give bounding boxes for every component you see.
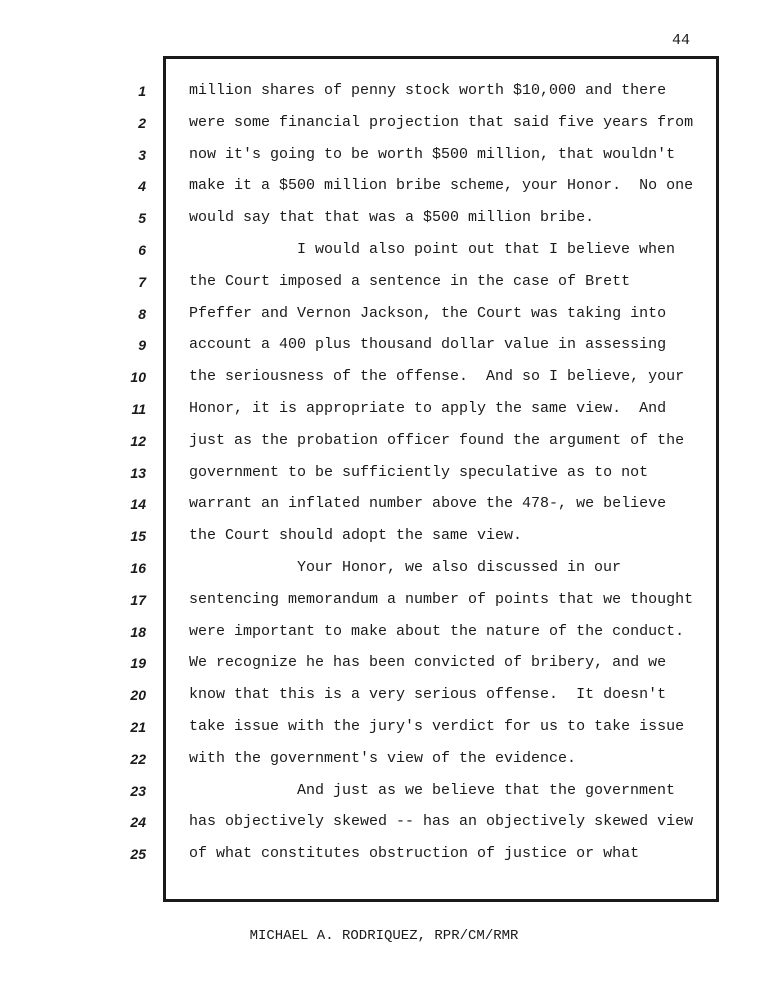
line-number: 3 — [138, 146, 146, 163]
transcript-line: has objectively skewed -- has an objectively skewed view — [189, 813, 694, 831]
transcript-line: We recognize he has been convicted of bribery, and we — [189, 654, 667, 672]
transcript-line: now it's going to be worth $500 million, that wouldn't — [189, 145, 676, 163]
transcript-line: I would also point out that I believe when — [297, 240, 676, 258]
line-number: 12 — [130, 432, 146, 449]
transcript-line: were some financial projection that said five years from — [189, 113, 694, 131]
transcript-line: Pfeffer and Vernon Jackson, the Court was taking into — [189, 304, 667, 322]
transcript-line: make it a $500 million bribe scheme, your Honor. No one — [189, 177, 694, 195]
transcript-line: Your Honor, we also discussed in our — [297, 558, 622, 576]
transcript-line: would say that that was a $500 million bribe. — [189, 209, 595, 227]
transcript-body — [189, 78, 714, 873]
transcript-line: Honor, it is appropriate to apply the same view. And — [189, 399, 667, 417]
transcript-line: sentencing memorandum a number of points that we thought — [189, 590, 694, 608]
line-number: 9 — [138, 337, 146, 354]
line-number: 8 — [138, 305, 146, 322]
line-number: 13 — [130, 464, 146, 481]
line-number: 15 — [130, 528, 146, 545]
transcript-line: with the government's view of the evidence. — [189, 749, 577, 767]
line-number: 14 — [130, 496, 146, 513]
line-number: 11 — [131, 400, 146, 417]
transcript-line: account a 400 plus thousand dollar value in assessing — [189, 336, 667, 354]
transcript-line: the Court imposed a sentence in the case of Brett — [189, 272, 631, 290]
transcript-line: government to be sufficiently speculative as to not — [189, 463, 649, 481]
line-number: 1 — [138, 83, 146, 99]
line-number: 20 — [130, 687, 146, 704]
line-number: 22 — [130, 750, 146, 767]
line-number: 4 — [138, 178, 146, 195]
transcript-line: warrant an inflated number above the 478-, we believe — [189, 495, 667, 513]
transcript-line: were important to make about the nature of the conduct. — [189, 622, 685, 640]
page-number: 44 — [672, 32, 691, 49]
transcript-line: know that this is a very serious offense. It doesn't — [189, 686, 667, 704]
line-number: 21 — [130, 718, 146, 735]
reporter-footer: MICHAEL A. RODRIQUEZ, RPR/CM/RMR — [249, 928, 519, 944]
line-number-column — [118, 78, 146, 873]
transcript-line: take issue with the jury's verdict for us to take issue — [189, 717, 685, 735]
line-number: 6 — [138, 241, 146, 258]
line-number: 17 — [130, 591, 146, 608]
line-number: 23 — [130, 782, 146, 799]
line-number: 5 — [138, 210, 146, 227]
line-number: 19 — [130, 655, 146, 672]
transcript-line: And just as we believe that the government — [297, 781, 676, 799]
line-number: 24 — [130, 814, 146, 831]
line-number: 25 — [130, 846, 146, 863]
line-number: 10 — [130, 369, 146, 386]
line-number: 18 — [130, 623, 146, 640]
transcript-line: the Court should adopt the same view. — [189, 527, 523, 545]
line-number: 7 — [138, 273, 146, 290]
line-number: 16 — [130, 559, 146, 576]
line-number: 2 — [138, 114, 146, 131]
transcript-line: the seriousness of the offense. And so I believe, your — [189, 368, 685, 386]
transcript-line: just as the probation officer found the argument of the — [189, 431, 685, 449]
transcript-line: of what constitutes obstruction of justice or what — [189, 845, 640, 863]
transcript-line: million shares of penny stock worth $10,000 and there — [189, 82, 667, 99]
